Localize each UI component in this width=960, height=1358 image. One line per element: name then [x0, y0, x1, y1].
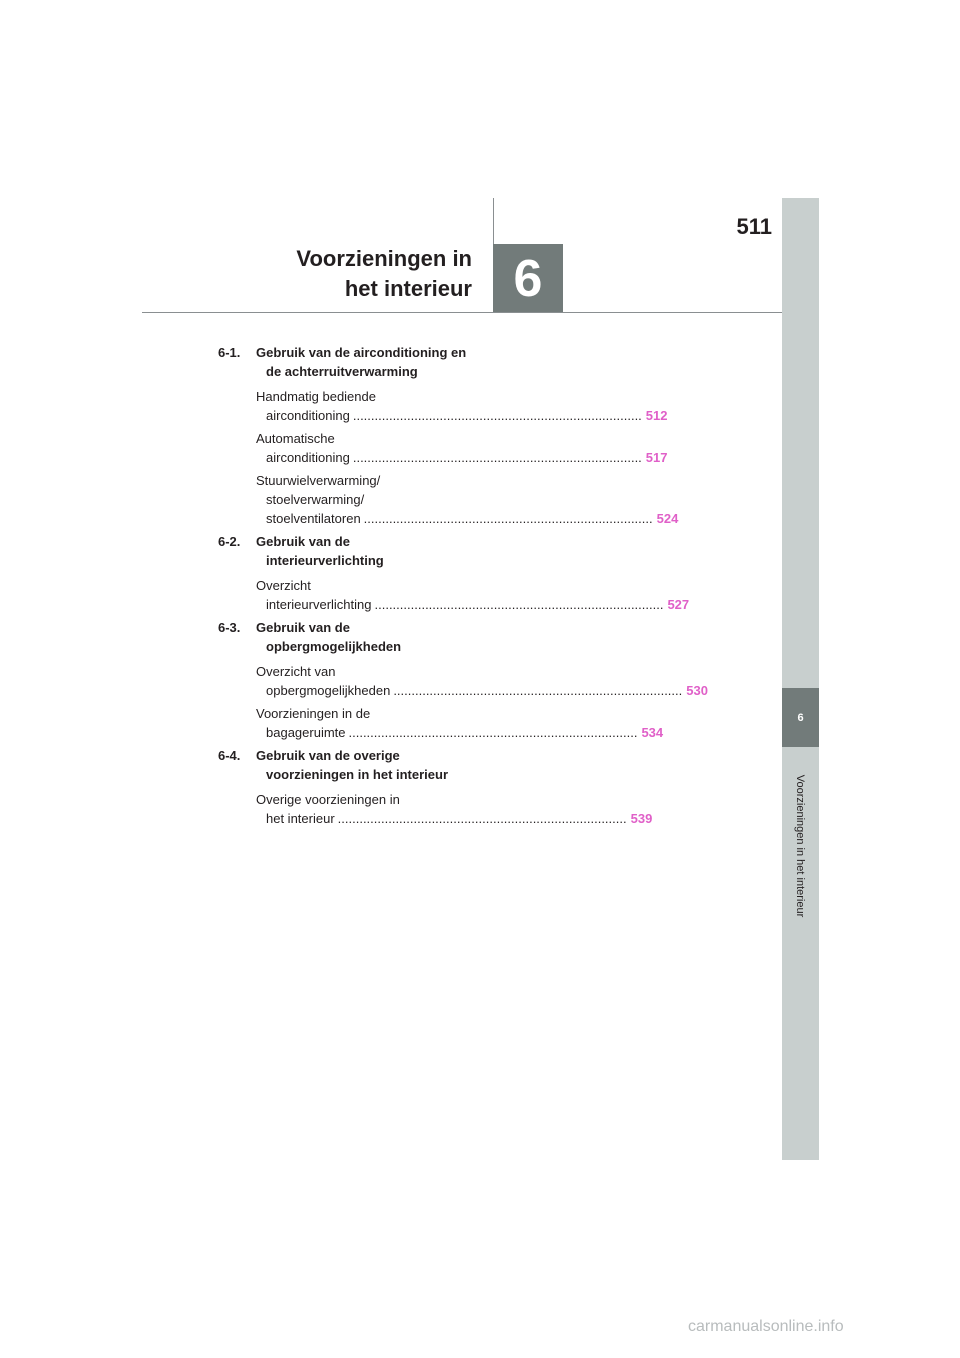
toc-section-heading: [218, 746, 470, 784]
toc-section-number: 6-3.: [218, 620, 241, 635]
toc-leader-dots: ................................................................................: [352, 408, 642, 423]
toc-entry[interactable]: [256, 662, 708, 700]
toc-entry-line: [266, 595, 690, 614]
toc-entry-prefix: Handmatig bediende: [256, 389, 376, 404]
side-tab-number[interactable]: 6: [782, 688, 819, 747]
toc-leader-dots: ................................................................................: [374, 597, 664, 612]
toc-section-heading: [218, 532, 470, 570]
toc-section-number: 6-4.: [218, 748, 241, 763]
toc-page-link[interactable]: 534: [641, 725, 664, 740]
toc-entry[interactable]: [256, 429, 668, 467]
toc-leader-dots: ................................................................................: [393, 683, 683, 698]
toc-section-heading: [218, 343, 470, 381]
toc-entry[interactable]: [256, 387, 668, 425]
vertical-divider: [493, 198, 494, 246]
toc-entry-text: airconditioning: [266, 408, 350, 423]
toc-entry-line: [266, 681, 708, 700]
toc-section-title: Gebruik van de opbergmogelijkheden: [256, 620, 402, 654]
toc-entry[interactable]: [256, 790, 653, 828]
table-of-contents: [218, 343, 708, 832]
toc-entry-prefix: Overige voorzieningen in: [256, 792, 400, 807]
side-thumb-strip: [782, 198, 819, 1160]
toc-entry-text: het interieur: [266, 811, 335, 826]
toc-page-link[interactable]: 530: [686, 683, 708, 698]
toc-section-heading: [218, 618, 470, 656]
toc-page-link[interactable]: 524: [656, 511, 679, 526]
toc-entry-text: opbergmogelijkheden: [266, 683, 391, 698]
toc-page-link[interactable]: 539: [630, 811, 653, 826]
toc-entry-text: airconditioning: [266, 450, 350, 465]
toc-entry-line: [266, 809, 653, 828]
toc-section-title: Gebruik van de interieurverlichting: [256, 534, 384, 568]
toc-entry-line: [266, 723, 664, 742]
toc-leader-dots: ................................................................................: [363, 511, 653, 526]
toc-entry-line: [266, 509, 679, 528]
toc-page-link[interactable]: 512: [645, 408, 668, 423]
toc-section-number: 6-2.: [218, 534, 241, 549]
toc-entry-prefix: Voorzieningen in de: [256, 706, 371, 721]
toc-entry-prefix: Stuurwielverwarming/ stoelverwarming/: [256, 473, 381, 507]
toc-leader-dots: ................................................................................: [348, 725, 638, 740]
toc-leader-dots: ................................................................................: [352, 450, 642, 465]
toc-entry-text: interieurverlichting: [266, 597, 372, 612]
chapter-title: [250, 244, 472, 304]
toc-entry[interactable]: [256, 576, 690, 614]
toc-entry[interactable]: [256, 704, 664, 742]
side-tab-label: Voorzieningen in het interieur: [794, 774, 806, 918]
chapter-number-box: 6: [493, 244, 563, 313]
toc-entry-prefix: Overzicht: [256, 578, 311, 593]
header-rule: [142, 312, 782, 313]
toc-entry-text: bagageruimte: [266, 725, 346, 740]
chapter-title-line-1: Voorzieningen in: [296, 246, 472, 271]
toc-leader-dots: ................................................................................: [337, 811, 627, 826]
toc-section-title: Gebruik van de airconditioning en de achterruitverwarming: [256, 345, 467, 379]
toc-entry-prefix: Overzicht van: [256, 664, 336, 679]
toc-entry-line: [266, 406, 668, 425]
watermark-text: carmanualsonline.info: [688, 1318, 844, 1335]
chapter-title-line-2: het interieur: [344, 276, 472, 301]
toc-entry[interactable]: [256, 471, 679, 528]
toc-section-title: Gebruik van de overige voorzieningen in het interieur: [256, 748, 449, 782]
toc-entry-prefix: Automatische: [256, 431, 335, 446]
toc-entry-text: stoelventilatoren: [266, 511, 361, 526]
toc-entry-line: [266, 448, 668, 467]
toc-page-link[interactable]: 517: [645, 450, 668, 465]
toc-section-number: 6-1.: [218, 345, 241, 360]
page-number: 511: [736, 214, 772, 239]
toc-page-link[interactable]: 527: [667, 597, 690, 612]
